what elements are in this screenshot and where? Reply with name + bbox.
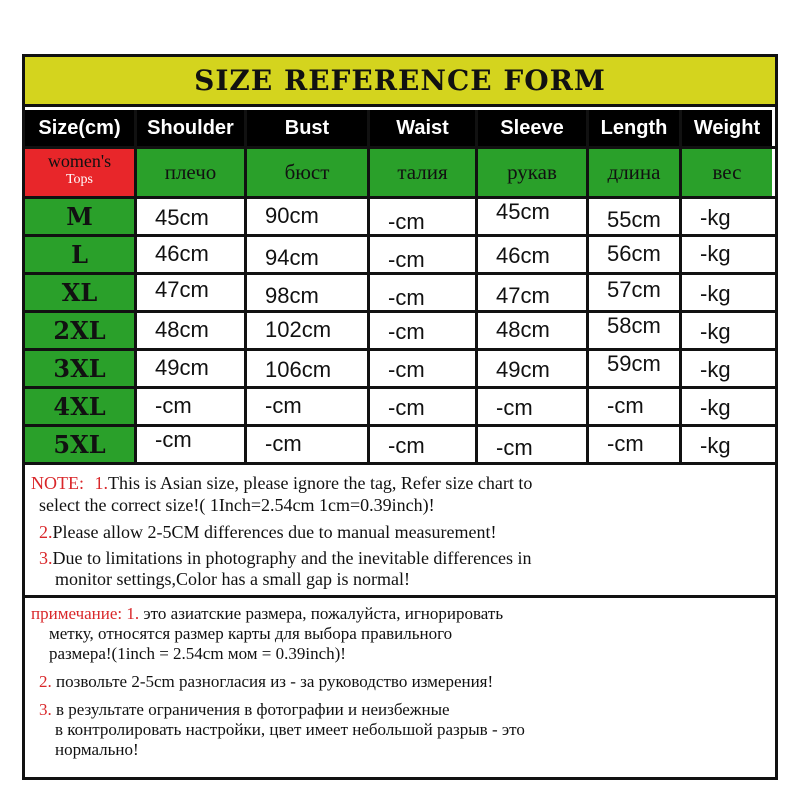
table-row-divider: [25, 146, 775, 149]
measurement-value: 98cm: [265, 283, 319, 308]
russian-header-cell: бюст: [247, 149, 367, 196]
measurement-value: 45cm: [496, 199, 550, 224]
measurement-value: -kg: [700, 433, 731, 458]
russian-header-cell: плечо: [137, 149, 244, 196]
table-column-divider: [244, 110, 247, 462]
ru-note-1: [31, 604, 769, 624]
note-1-number: 1.: [94, 473, 108, 493]
category-line-2: Tops: [65, 172, 94, 187]
measurement-value: -cm: [388, 319, 425, 344]
table-column-divider: [367, 110, 370, 462]
note-2-number: 2.: [39, 522, 53, 542]
ru-note-1-line-b: метку, относятся размер карты для выбора правильного: [49, 624, 453, 643]
note-3: [39, 548, 769, 569]
header-cell: Waist: [370, 110, 475, 146]
measurement-value: 46cm: [496, 243, 550, 268]
header-cell: Sleeve: [478, 110, 586, 146]
table-row-divider: [25, 272, 775, 275]
measurement-value: 48cm: [155, 317, 209, 342]
measurement-value: 94cm: [265, 245, 319, 270]
size-label-cell: 3XL: [25, 351, 134, 386]
russian-header-cell: талия: [370, 149, 475, 196]
note-1-continued: select the correct size!( 1Inch=2.54cm 1cm=0.39inch)!: [39, 495, 435, 515]
measurement-value: -cm: [388, 395, 425, 420]
measurement-value: -cm: [388, 357, 425, 382]
measurement-value: -cm: [265, 431, 302, 456]
table-row-divider: [25, 196, 775, 199]
measurement-value: -cm: [155, 393, 192, 418]
table-row-divider: [25, 234, 775, 237]
table-column-divider: [586, 110, 589, 462]
ru-note-3-line-b: в контролировать настройки, цвет имеет небольшой разрыв - это: [55, 720, 525, 739]
size-label-cell: 4XL: [25, 389, 134, 424]
measurement-value: 106cm: [265, 357, 332, 382]
form-title: SIZE REFERENCE FORM: [194, 64, 606, 97]
measurement-value: -kg: [700, 205, 731, 230]
table-row-divider: [25, 348, 775, 351]
table-column-divider: [475, 110, 478, 462]
measurement-value: 47cm: [155, 277, 209, 302]
ru-note-1-text-a: это азиатские размера, пожалуйста, игнорировать: [143, 604, 504, 623]
measurement-value: -cm: [496, 395, 533, 420]
table-column-divider: [134, 110, 137, 462]
measurement-value: 45cm: [155, 205, 209, 230]
size-label-cell: M: [25, 199, 134, 234]
header-cell: Shoulder: [137, 110, 244, 146]
size-label-cell: 2XL: [25, 313, 134, 348]
measurement-value: 49cm: [155, 355, 209, 380]
measurement-value: -kg: [700, 319, 731, 344]
russian-header-cell: рукав: [478, 149, 586, 196]
ru-note-2-number: 2.: [39, 672, 52, 691]
title-bar: [25, 57, 775, 107]
ru-note-3-number: 3.: [39, 700, 52, 719]
ru-note-2: [39, 672, 769, 692]
measurement-value: 56cm: [607, 241, 661, 266]
measurement-value: -cm: [388, 247, 425, 272]
russian-header-cell: вес: [682, 149, 772, 196]
measurement-value: -cm: [265, 393, 302, 418]
table-column-divider: [679, 110, 682, 462]
category-cell: [25, 149, 134, 196]
measurement-value: 46cm: [155, 241, 209, 266]
table-row-divider: [25, 310, 775, 313]
ru-note-label: примечание:: [31, 604, 123, 623]
note-1: [31, 473, 769, 494]
header-cell: Bust: [247, 110, 367, 146]
note-2: [39, 522, 769, 543]
measurement-value: -cm: [496, 435, 533, 460]
ru-note-3: [39, 700, 769, 720]
table-row-divider: [25, 424, 775, 427]
note-2-text: Please allow 2-5CM differences due to manual measurement!: [52, 522, 497, 542]
header-cell: Weight: [682, 110, 772, 146]
size-label-cell: XL: [25, 275, 134, 310]
note-3-number: 3.: [39, 548, 53, 568]
measurement-value: -cm: [607, 393, 644, 418]
ru-note-3-text-a: в результате ограничения в фотографии и неизбежные: [56, 700, 450, 719]
note-3-text-a: Due to limitations in photography and the inevitable differences in: [52, 548, 532, 568]
measurement-value: 49cm: [496, 357, 550, 382]
note-1-text-a: This is Asian size, please ignore the tag, Refer size chart to: [108, 473, 533, 493]
ru-note-2-text: позвольте 2-5cm разногласия из - за руководство измерения!: [56, 672, 494, 691]
note-3-continued: monitor settings,Color has a small gap is normal!: [55, 569, 410, 589]
measurement-value: -cm: [388, 285, 425, 310]
header-cell: Length: [589, 110, 679, 146]
note-label: NOTE:: [31, 473, 84, 493]
measurement-value: -kg: [700, 395, 731, 420]
table-row-divider: [25, 386, 775, 389]
russian-header-cell: длина: [589, 149, 679, 196]
measurement-value: 48cm: [496, 317, 550, 342]
category-line-1: women's: [47, 151, 112, 171]
size-label-cell: 5XL: [25, 427, 134, 462]
ru-note-3-line-c: нормально!: [55, 740, 139, 759]
measurement-value: 90cm: [265, 203, 319, 228]
header-cell: Size(cm): [25, 110, 134, 146]
ru-note-1-line-c: размера!(1inch = 2.54cm мом = 0.39inch)!: [49, 644, 346, 663]
table-row-divider: [25, 462, 775, 465]
measurement-value: -kg: [700, 357, 731, 382]
size-reference-form: [22, 54, 778, 780]
measurement-value: -cm: [607, 431, 644, 456]
size-label-cell: L: [25, 237, 134, 272]
measurement-value: -cm: [388, 209, 425, 234]
ru-note-1-number: 1.: [126, 604, 140, 623]
measurement-value: -cm: [388, 433, 425, 458]
measurement-value: 55cm: [607, 207, 661, 232]
measurement-value: -kg: [700, 241, 731, 266]
measurement-value: 58cm: [607, 313, 661, 338]
measurement-value: 57cm: [607, 277, 661, 302]
measurement-value: 59cm: [607, 351, 661, 376]
notes-divider: [25, 595, 775, 598]
measurement-value: 102cm: [265, 317, 332, 342]
measurement-value: -kg: [700, 281, 731, 306]
measurement-value: 47cm: [496, 283, 550, 308]
measurement-value: -cm: [155, 427, 192, 452]
